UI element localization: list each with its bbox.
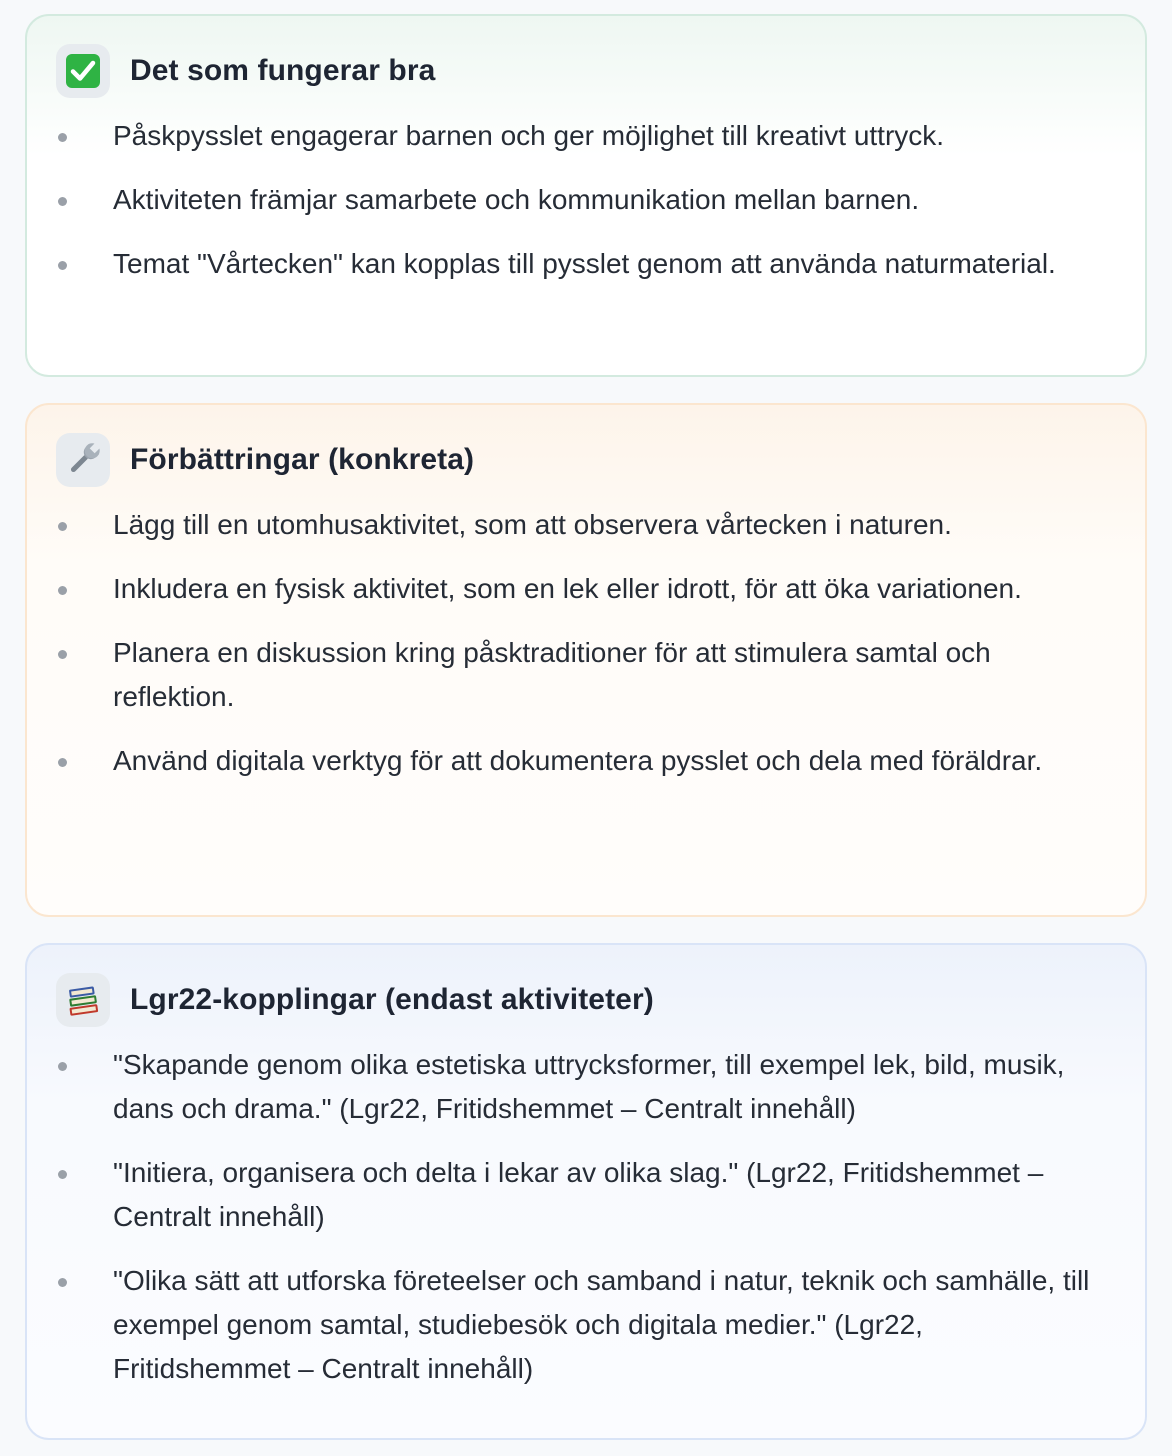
section-card-works-well — [25, 14, 1147, 377]
section-header — [56, 43, 435, 99]
list-item-text: Planera en diskussion kring påsktraditioner för att stimulera samtal och reflektion. — [113, 637, 991, 712]
section-header — [56, 972, 654, 1028]
list-item — [27, 567, 1145, 611]
wrench-icon — [56, 433, 110, 487]
bullet — [58, 261, 67, 270]
section-list — [27, 503, 1145, 803]
list-item — [27, 1043, 1145, 1131]
list-item — [27, 114, 1145, 158]
section-title: Det som fungerar bra — [130, 54, 436, 87]
list-item — [27, 1151, 1145, 1239]
bullet — [58, 1278, 67, 1287]
list-item — [27, 178, 1145, 222]
list-item — [27, 503, 1145, 547]
section-title: Förbättringar (konkreta) — [130, 443, 475, 476]
list-item — [27, 242, 1145, 286]
section-title: Lgr22-kopplingar (endast aktiviteter) — [130, 983, 654, 1016]
bullet — [58, 197, 67, 206]
bullet — [58, 758, 67, 767]
bullet — [58, 586, 67, 595]
bullet — [58, 1062, 67, 1071]
check-mark-icon — [56, 44, 110, 98]
list-item — [27, 739, 1145, 783]
section-header — [56, 432, 474, 488]
list-item-text: Temat "Vårtecken" kan kopplas till pysslet genom att använda naturmaterial. — [113, 248, 1056, 279]
section-card-improvements — [25, 403, 1147, 917]
section-list — [27, 114, 1145, 306]
section-list — [27, 1043, 1145, 1411]
list-item-text: Påskpysslet engagerar barnen och ger möjlighet till kreativt uttryck. — [113, 120, 945, 151]
list-item-text: Inkludera en fysisk aktivitet, som en lek eller idrott, för att öka variationen. — [113, 573, 1022, 604]
list-item-text: "Skapande genom olika estetiska uttrycksformer, till exempel lek, bild, musik, dans och drama." (Lgr22, Fritidshemmet – Centralt innehåll) — [113, 1049, 1065, 1124]
bullet — [58, 133, 67, 142]
list-item-text: Aktiviteten främjar samarbete och kommunikation mellan barnen. — [113, 184, 920, 215]
bullet — [58, 650, 67, 659]
list-item-text: Använd digitala verktyg för att dokumentera pysslet och dela med föräldrar. — [113, 745, 1043, 776]
books-icon — [56, 973, 110, 1027]
list-item — [27, 1259, 1145, 1391]
bullet — [58, 1170, 67, 1179]
list-item-text: Lägg till en utomhusaktivitet, som att observera vårtecken i naturen. — [113, 509, 952, 540]
section-card-lgr22 — [25, 943, 1147, 1440]
bullet — [58, 522, 67, 531]
list-item-text: "Initiera, organisera och delta i lekar av olika slag." (Lgr22, Fritidshemmet – Centralt innehåll) — [113, 1157, 1044, 1232]
list-item-text: "Olika sätt att utforska företeelser och samband i natur, teknik och samhälle, till exempel genom samtal, studiebesök och digitala medier." (Lgr22, Fritidshemmet – Centralt innehåll) — [113, 1265, 1090, 1384]
list-item — [27, 631, 1145, 719]
